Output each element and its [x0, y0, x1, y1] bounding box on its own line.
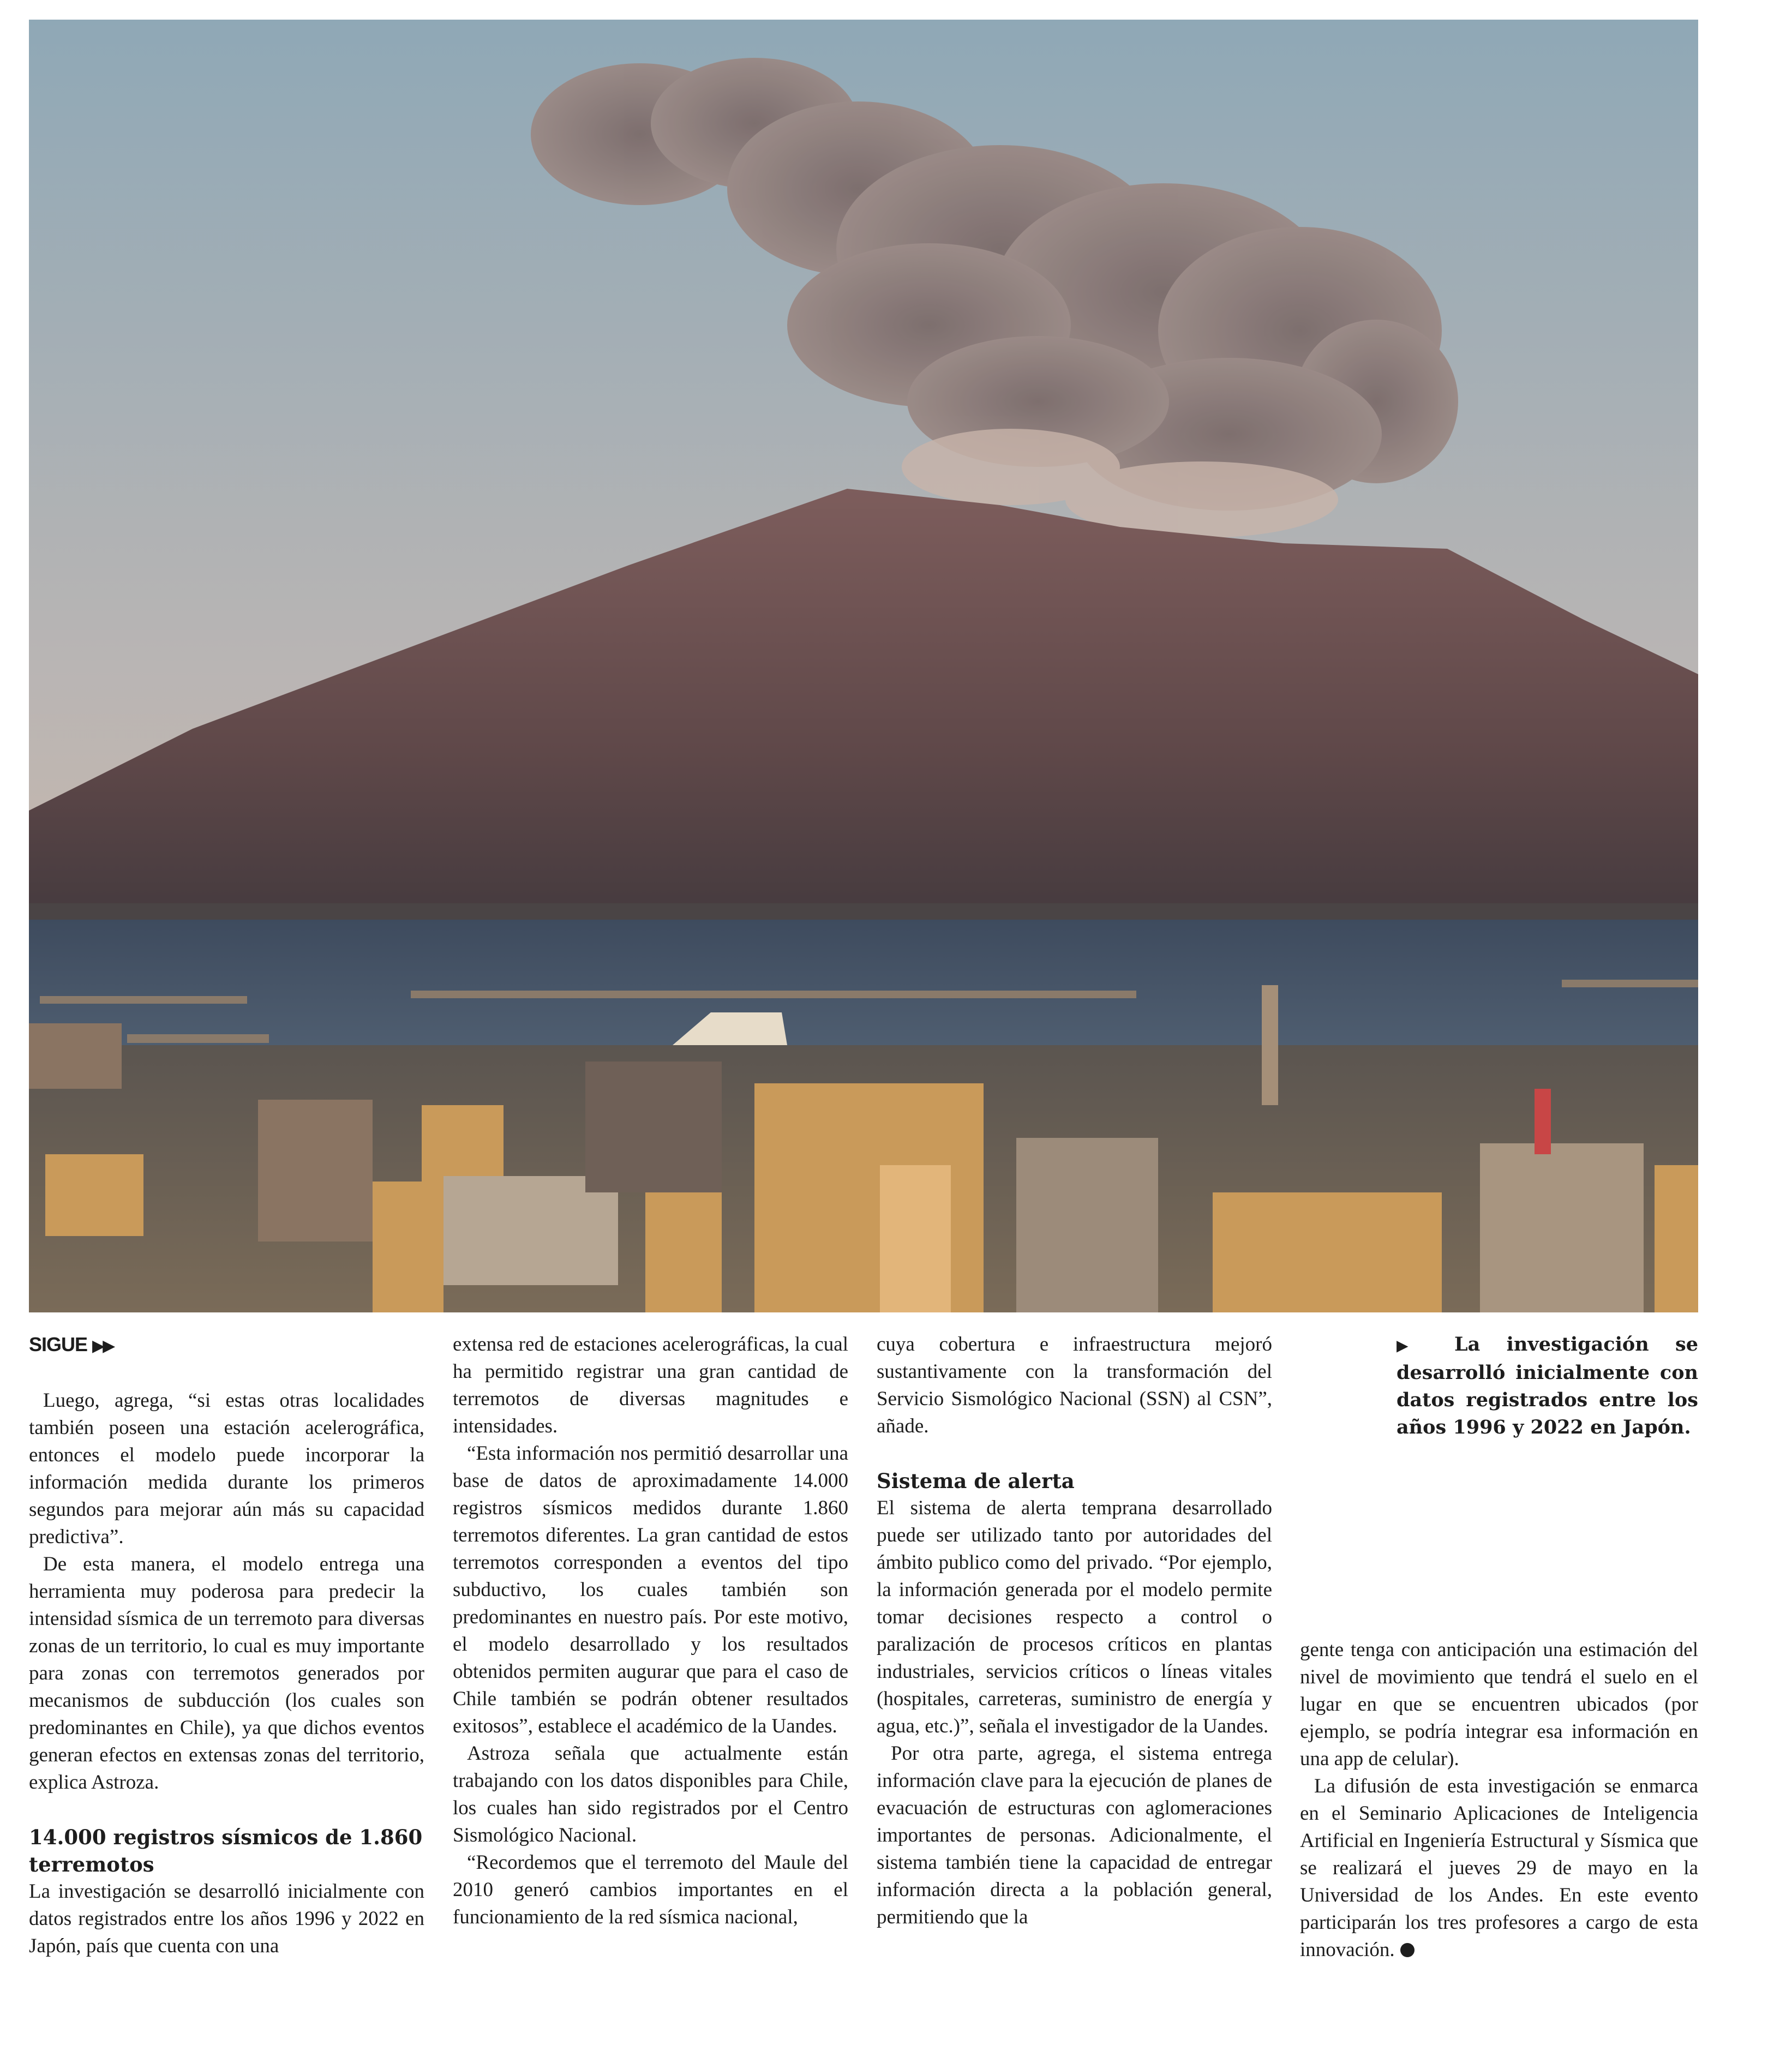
- end-mark-icon: [1400, 1943, 1415, 1957]
- sigue-label: [29, 1331, 424, 1360]
- paragraph: [1300, 1773, 1698, 1964]
- section-heading: Sistema de alerta: [877, 1469, 1075, 1493]
- paragraph: extensa red de estaciones acelerográficas, la cual ha permitido registrar una gran cantidad de terremotos de diversas magnitudes e intensidades.: [453, 1333, 848, 1437]
- volcano-photo: [29, 20, 1698, 1312]
- paragraph: Por otra parte, agrega, el sistema entrega información clave para la ejecución de planes de evacuación de estructuras con aglomeraciones importantes de personas. Adicionalmente, el sistema también tiene la capacidad de entregar información directa a la población general, permitiendo que la: [877, 1742, 1272, 1928]
- paragraph: El sistema de alerta temprana desarrollado puede ser utilizado tanto por autoridades del ámbito publico como del privado. “Por ejemplo, la información generada por el modelo permite tomar decisiones respecto a control o paralización de procesos críticos en plantas industriales, servicios críticos o líneas vitales (hospitales, carreteras, suministro de energía y agua, etc.)”, señala el investigador de la Uandes.: [877, 1497, 1272, 1737]
- paragraph: gente tenga con anticipación una estimación del nivel de movimiento que tendrá el suelo en el lugar en que se encuentren ubicados (por ejemplo, se podría integrar esa información en una app de celular).: [1300, 1639, 1698, 1770]
- section-heading: 14.000 registros sísmicos de 1.860 terremotos: [29, 1825, 423, 1876]
- paragraph: De esta manera, el modelo entrega una herramienta muy poderosa para predecir la intensidad sísmica de un terremoto para diversas zonas de un territorio, lo cual es muy importante para zonas con terremotos generados por mecanismos de subducción (los cuales son predominantes en Chile), ya que dichos eventos generan efectos en extensas zonas del territorio, explica Astroza.: [29, 1553, 424, 1794]
- paragraph: “Esta información nos permitió desarrollar una base de datos de aproximadamente 14.000 registros sísmicos medidos durante 1.860 terremotos diferentes. La gran cantidad de estos terremotos corresponden a eventos del tipo subductivo, los cuales también son predominantes en nuestro país. Por este motivo, el modelo desarrollado y los resultados obtenidos permiten augurar que para el caso de Chile también se podrán obtener resultados exitosos”, establece el académico de la Uandes.: [453, 1442, 848, 1737]
- caption-arrow-icon: ▶: [1397, 1336, 1428, 1354]
- photo-caption: [1397, 1331, 1698, 1441]
- paragraph: Astroza señala que actualmente están trabajando con los datos disponibles para Chile, los cuales han sido registrados por el Centro Sismológico Nacional.: [453, 1742, 848, 1846]
- article-column-3: [877, 1331, 1272, 1931]
- continue-arrows-icon: ▶▶: [92, 1337, 113, 1355]
- sigue-text: SIGUE: [29, 1333, 88, 1356]
- article-column-4: [1300, 1636, 1698, 1964]
- article-column-1: [29, 1331, 424, 1960]
- paragraph-text: La difusión de esta investigación se enmarca en el Seminario Aplicaciones de Inteligencia Artificial en Ingeniería Estructural y Sísmica que se realizará el jueves 29 de mayo en la Universidad de los Andes. En este evento participarán los tres profesores a cargo de esta innovación.: [1300, 1775, 1698, 1961]
- paragraph: “Recordemos que el terremoto del Maule del 2010 generó cambios importantes en el funcionamiento de la red sísmica nacional,: [453, 1851, 848, 1928]
- paragraph: La investigación se desarrolló inicialmente con datos registrados entre los años 1996 y 2022 en Japón, país que cuenta con una: [29, 1880, 424, 1957]
- paragraph: Luego, agrega, “si estas otras localidades también poseen una estación acelerográfica, entonces el modelo puede incorporar la información medida durante los primeros segundos para mejorar aún más su capacidad predictiva”.: [29, 1389, 424, 1548]
- article-column-2: [453, 1331, 848, 1931]
- caption-text: La investigación se desarrolló inicialmente con datos registrados entre los años 1996 y 2022 en Japón.: [1397, 1333, 1698, 1438]
- paragraph: cuya cobertura e infraestructura mejoró sustantivamente con la transformación del Servicio Sismológico Nacional (SSN) al CSN”, añade.: [877, 1333, 1272, 1437]
